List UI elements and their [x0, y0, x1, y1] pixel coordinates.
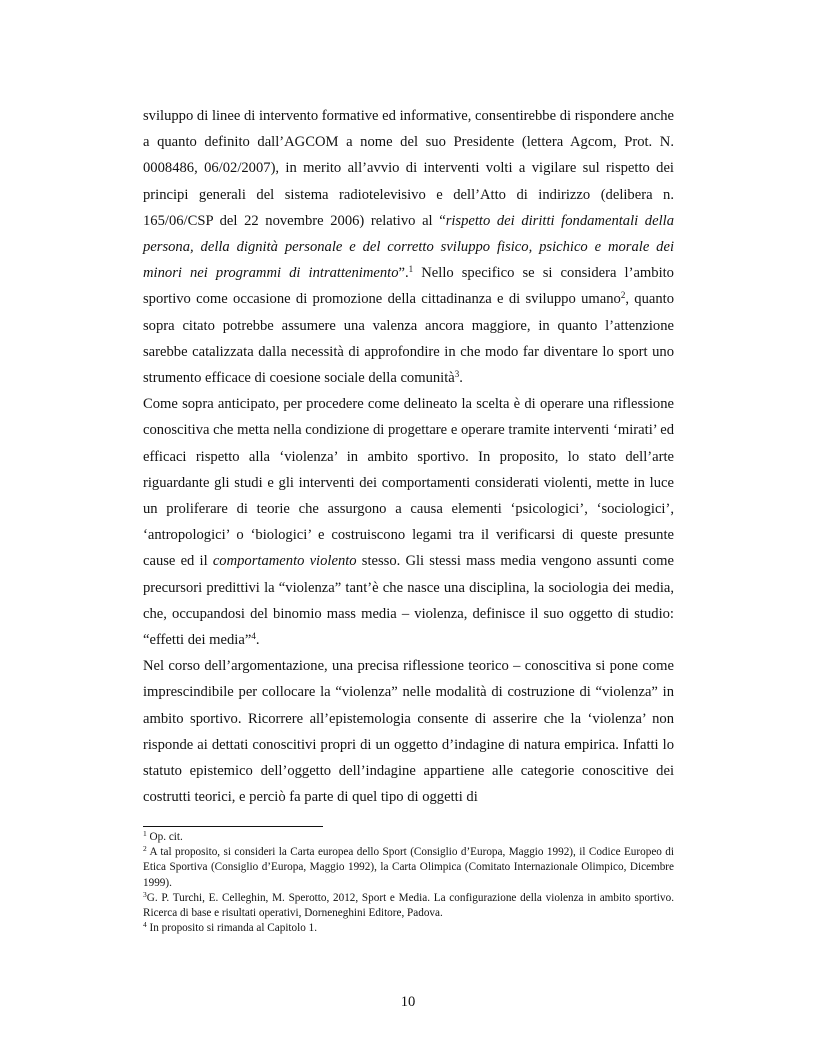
footnote-text: Op. cit.: [146, 831, 183, 843]
footnotes: [143, 830, 674, 936]
page-number: 10: [400, 994, 416, 1010]
text-run: , quanto sopra citato potrebbe assumere una valenza ancora maggiore, in quanto l’attenzione sarebbe catalizzata dalla necessità di approfondire in che modo far diventare lo sport uno strumento efficace di coesione sociale della comunità: [143, 291, 674, 387]
text-run: Nello specifico se si considera l’ambito sportivo come occasione di promozione della cittadinanza e di sviluppo umano: [143, 265, 674, 308]
footnote-number: 4: [143, 920, 147, 930]
footnote-ref: 3: [454, 369, 460, 380]
footnote-text: A tal proposito, si consideri la Carta europea dello Sport (Consiglio d’Europa, Maggio 1992), il Codice Europeo di Etica Sportiva (Consiglio d’Europa, Maggio 1992), la Carta Olimpica (Comitato Internazionale Olimpico, Dicembre 1999).: [143, 846, 674, 889]
paragraph: [143, 103, 674, 391]
footnote: [143, 891, 674, 921]
paragraph: [143, 391, 674, 653]
text-run: Come sopra anticipato, per procedere come delineato la scelta è di operare una riflessione conoscitiva che metta nella condizione di progettare e operare tramite interventi ‘mirati’ ed efficaci rispetto alla ‘violenza’ in ambito sportivo. In proposito, lo stato dell’arte riguardante gli studi e gli interventi dei comportamenti considerati violenti, mette in luce un proliferare di teorie che assurgono a causa elementi ‘psicologici’, ‘sociologici’, ‘antropologici’ o ‘biologici’ e costruiscono legami tra il verificarsi di queste presunte cause ed il: [143, 396, 674, 570]
text-run: Nel corso dell’argomentazione, una precisa riflessione teorico – conoscitiva si pone come imprescindibile per collocare la “violenza” nelle modalità di costruzione di “violenza” in ambito sportivo. Ricorrere all’epistemologia consente di asserire che la ‘violenza’ non risponde ai dettati conoscitivi propri di un oggetto d’indagine di natura empirica. Infatti lo statuto epistemico dell’oggetto dell’indagine appartiene alle categorie conoscitive dei costrutti teorici, e perciò fa parte di quel tipo di oggetti di: [143, 658, 674, 806]
paragraph: [143, 653, 674, 810]
body-text: [143, 103, 674, 810]
footnote: [143, 830, 674, 845]
footnote-number: 3: [143, 889, 147, 899]
footnote-number: 2: [143, 844, 147, 854]
footnote-ref: 1: [408, 264, 414, 275]
text-run: .: [459, 370, 463, 387]
footnote-separator: [143, 826, 323, 827]
footnote-ref: 4: [251, 631, 256, 642]
italic-run: comportamento violento: [212, 553, 357, 570]
italic-run: rispetto dei diritti fondamentali della persona, della dignità personale e del corretto sviluppo fisico, psichico e morale dei minori nei programmi di intrattenimento: [143, 212, 674, 282]
footnote-text: G. P. Turchi, E. Celleghin, M. Sperotto, 2012, Sport e Media. La configurazione della violenza in ambito sportivo. Ricerca di base e risultati operativi, Dorneneghini Editore, Padova.: [143, 891, 674, 920]
footnote: [143, 845, 674, 891]
text-run: sviluppo di linee di intervento formative ed informative, consentirebbe di rispondere anche a quanto definito dall’AGCOM a nome del suo Presidente (lettera Agcom, Prot. N. 0008486, 06/02/2007), in merito all’avvio di interventi volti a vigilare sul rispetto dei principi generali del sistema radiotelevisivo e dell’Atto di indirizzo (delibera n. 165/06/CSP del 22 novembre 2006) relativo al “: [143, 108, 674, 229]
text-run: .: [255, 632, 260, 649]
footnote: [143, 921, 674, 936]
footnote-ref: 2: [620, 290, 626, 301]
text-run: stesso. Gli stessi mass media vengono assunti come precursori predittivi la “violenza” tant’è che nasce una disciplina, la sociologia dei media, che, occupandosi del binomio mass media – violenza, definisce il suo oggetto di studio: “effetti dei media”: [143, 553, 674, 649]
footnote-number: 1: [143, 829, 147, 838]
text-run: ”.: [398, 265, 409, 282]
footnote-text: In proposito si rimanda al Capitolo 1.: [146, 922, 318, 935]
